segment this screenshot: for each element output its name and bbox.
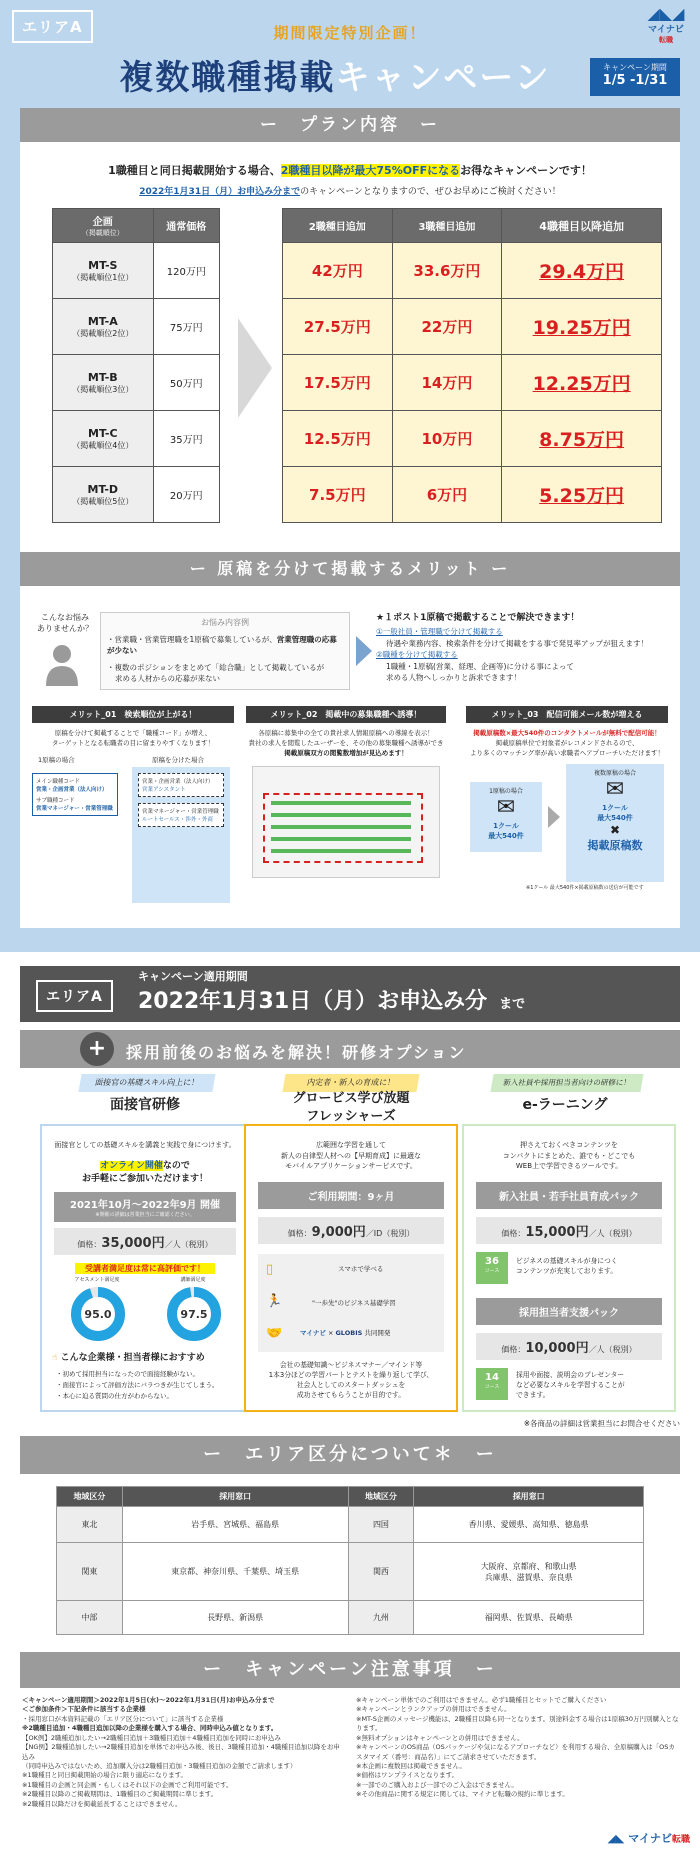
opt2-name: グロービス学び放題 フレッシャーズ xyxy=(292,1091,410,1124)
table-row: 関東 東京都、神奈川県、千葉県、埼玉県 関西 大阪府、京都府、和歌山県 兵庫県、滋賀県、奈良県 xyxy=(57,1543,644,1601)
area-banner: ー エリア区分について＊ ー xyxy=(20,1436,680,1474)
mail-icon: ✉ xyxy=(496,795,516,821)
table-row: 東北 岩手県、宮城県、福島県 四国 香川県、愛媛県、高知県、徳島県 xyxy=(57,1507,644,1543)
worry-box: お悩み内容例 ・営業職・営業管理職を1原稿で募集しているが、営業管理職の応募が少ない ・複数のポジションをまとめて「総合職」として掲載しているが 求める人材からの応募が来ない xyxy=(100,612,350,690)
multiply-icon: ✖ xyxy=(609,823,621,838)
smartphone-icon: ▯ xyxy=(266,1261,274,1277)
price-3rd-cell: 14万円 xyxy=(392,355,502,411)
opt2-tag: 内定者・新人の育成に！ xyxy=(282,1074,419,1092)
runner-icon: 🏃 xyxy=(266,1293,283,1309)
header-normal-price: 通常価格 xyxy=(153,209,219,243)
notes-right: ※キャンペーン単体でのご利用はできません。必ず1職種目とセットでご購入ください ※キャンペーンとランクアップの併用はできません。 ※MT-S企画のメッセージ機能は、2職種目以降も同一となります。別途料金する場合は1原稿30万円別購入となります。 ※無料オプションはキャンペーンとの併用はできません。 ※キャンペーンのOS商品（OSパッケージや気になるアプローチなど）を利用する場合、全原稿購入は「OSカスタマイズ（番号：商品名）」にてご請求させていただきます。 ※本企画に複数回は掲載できません。 ※価格はワンプライスとなります。 ※一部でのご購入および一部でのご入金はできません。 ※その他商品に関する規定に関しては、マイナビ転職の規約に準じます。 xyxy=(356,1696,679,1799)
header-3rd: 3職種目追加 xyxy=(392,209,502,243)
merit-1: メリット_01 検索順位が上がる！ 原稿を分けて掲載することで「職種コード」が増え、 ターゲットとなる転職者の目に留まりやすくなります！ 1原稿の場合 原稿を分けた場合 メイン職種コード 営業・企画営業（法人向け） サブ職種コード 営業マネージャー・営業管理職 営業・企画営業（法人向け） 営業アシスタント 営業マネージャー・営業管理職 ルートセールス・渉外・外商 xyxy=(32,706,234,903)
training-period-label: キャンペーン適用期間 xyxy=(138,970,248,983)
area-badge: エリアA xyxy=(12,10,93,43)
normal-price-cell: 20万円 xyxy=(153,467,219,523)
sub-title: 期間限定特別企画！ xyxy=(273,24,427,42)
opt1-name: 面接官研修 xyxy=(110,1097,180,1113)
training-area-badge: エリアA xyxy=(36,980,113,1012)
price-2nd-cell: 12.5万円 xyxy=(283,411,393,467)
header-2nd: 2職種目追加 xyxy=(283,209,393,243)
plan-name-cell: MT-D （掲載順位5位） xyxy=(53,467,154,523)
header-4th: 4職種目以降追加 xyxy=(502,209,662,243)
opt2-price: 価格：9,000円／ID（税別） xyxy=(258,1217,444,1244)
plan-name-cell: MT-S （掲載順位1位） xyxy=(53,243,154,299)
person-icon xyxy=(44,642,80,686)
notes-banner: ー キャンペーン注意事項 ー xyxy=(20,1652,680,1688)
price-3rd-cell: 22万円 xyxy=(392,299,502,355)
solution-block: ★１ポスト1原稿で掲載することで解決できます！ ①一般社員・管理職で分けて掲載する 待遇や業務内容、検索条件を分けて掲載をする事で発見率アップが狙えます！ ②職種を分けて掲載する 1職種・1原稿(営業、経理、企画等)に分ける事によって 求める人物へしっかりと訴求できます！ xyxy=(376,613,648,683)
notes-left: ＜キャンペーン適用期間＞2022年1月5日(水)～2022年1月31日(月)お申込み分まで ＜ご参加条件＞下記条件に該当する企業様 ・採用窓口が本資料記載の「エリア区分について」に該当する企業様 ※2職種目追加・4職種目追加以降の企業様を購入する場合、同時申込み値となります。 【OK例】2職種追加したい→2職種目追加＋3職種目追加＋4職種目追加を同時にお申込み 【NG例】2職種追加したい→2職種目追加を単体でお申込み後、後日、3職種目追加・4職種目追加以降をお申込み （同時申込みではないため、追加購入分は2職種目追加・3職種目追加の金額でご請求します） ※1職種目と同日掲載開始の場合に限り適応になります。 ※1職種目の企画と同企画・もしくはそれ以下の企画でご利用可能です。 ※2職種目以降のご掲載期間は、1職種目のご掲載期間に準じます。 ※2職種目以降だけを掲載延長することはできません。 xyxy=(22,1696,340,1808)
opt3-pack1-count: 36 コース xyxy=(476,1252,508,1284)
handshake-icon: 🤝 xyxy=(266,1325,283,1341)
opt1-tag: 面接官の基礎スキル向上に！ xyxy=(78,1074,215,1092)
price-3rd-cell: 10万円 xyxy=(392,411,502,467)
normal-price-cell: 50万円 xyxy=(153,355,219,411)
merit-banner: ー 原稿を分けて掲載するメリット ー xyxy=(20,552,680,586)
plan-name-cell: MT-A （掲載順位2位） xyxy=(53,299,154,355)
opt3-name: e-ラーニング xyxy=(522,1097,608,1113)
svg-text:97.5: 97.5 xyxy=(180,1308,208,1321)
opt2-box: 広範囲な学習を通して 新人の自律型人材への【早期育成】に最適な モバイルアプリケーションサービスです。 ご利用期間：9ヶ月 価格：9,000円／ID（税別） ▯ スマホで学べる 🏃 "一歩先"のビジネス基礎学習 🤝 マイナビ × GLOBIS 共同開発 会社の基礎知識～ビジネスマナー／マインド等 1本3分ほどの学習パートとテストを繰り返して学び、 社会人としてのスタートダッシュを 成功させてもらうことが目的です。 xyxy=(244,1124,458,1412)
area-table: 地域区分 採用窓口 地域区分 採用窓口 東北 岩手県、宮城県、福島県 四国 香川県、愛媛県、高知県、徳島県 関東 東京都、神奈川県、千葉県、埼玉県 関西 大阪府、京都府、和歌山県 兵庫県、滋賀県、奈良県 中部 長野県、新潟県 九州 福岡県、佐賀県、長崎県 xyxy=(56,1486,644,1635)
worry-question: こんなお悩み ありませんか？ xyxy=(37,613,93,633)
header-logo: ◢◣◢ マイナビ 転職 xyxy=(640,6,692,45)
price-4th-cell: 8.75万円 xyxy=(502,411,662,467)
campaign-period-box: キャンペーン期間 1/5 -1/31 xyxy=(590,58,680,96)
multi-mail-box: 複数原稿の場合 ✉ 1クール 最大540件 ✖ 掲載原稿数 xyxy=(566,764,664,882)
price-4th-cell: 5.25万円 xyxy=(502,467,662,523)
price-4th-cell: 12.25万円 xyxy=(502,355,662,411)
merit-3: メリット_03 配信可能メール数が増える 掲載原稿数×最大540件のコンタクトメールが無料で配信可能！ 掲載原稿単位で対象者がレコメンドされるので、 より多くのマッチング率が高い求職者へアプローチいただけます！ 1原稿の場合 ✉ 1クール 最大540件 複数原稿の場合 ✉ 1クール 最大540件 ✖ 掲載原稿数 ※1クール 最大540件×掲載原稿数の送信が可能です xyxy=(466,706,668,892)
training-footnote: ※各商品の詳細は営業担当にお問合せください xyxy=(523,1419,680,1428)
job-list-screenshot xyxy=(252,766,440,878)
campaign-price-table xyxy=(282,208,662,523)
plan-lead: 1職種目と同日掲載開始する場合、2職種目以降が最大75%OFFになるお得なキャンペーンです！ xyxy=(108,164,592,177)
svg-text:95.0: 95.0 xyxy=(84,1308,112,1321)
satisfaction-gauge-2 xyxy=(166,1286,222,1342)
price-3rd-cell: 33.6万円 xyxy=(392,243,502,299)
opt2-period: ご利用期間：9ヶ月 xyxy=(258,1182,444,1209)
single-posting-codes: メイン職種コード 営業・企画営業（法人向け） サブ職種コード 営業マネージャー・営業管理職 xyxy=(32,773,118,816)
opt1-box: 面接官としての基礎スキルを講義と実践で身につけます。 オンライン開催なので お手軽にご参加いただけます！ 2021年10月～2022年9月 開催 ※開催の詳細は営業担当にご確認ください。 価格：35,000円／人（税別） 受講者満足度は常に高評価です！ アセスメント満足度 講師満足度 95.0 97.5 ☝ こんな企業様・担当者様におすすめ ・初めて採用担当になったので面接経験がない。 ・面接官によって評価方法にバラつきが生じてしまう。 ・本心に迫る質問の仕方がわからない。 xyxy=(40,1124,250,1412)
normal-price-cell: 120万円 xyxy=(153,243,219,299)
opt3-tag: 新入社員や採用担当者向けの研修に！ xyxy=(490,1074,643,1092)
price-4th-cell: 29.4万円 xyxy=(502,243,662,299)
opt3-pack1-title: 新入社員・若手社員育成パック xyxy=(476,1182,662,1209)
opt3-box: 押さえておくべきコンテンツを コンパクトにまとめた、誰でも・どこでも WEB上で学習できるツールです。 新入社員・若手社員育成パック 価格：15,000円／人（税別） 36 コース ビジネスの基礎スキルが身につく コンテンツが充実しております。 採用担当者支援パック 価格：10,000円／人（税別） 14 コース 採用や面接、説明会のプレゼンター など必要なスキルを学習することが できます。 xyxy=(462,1124,676,1412)
main-title: 複数職種掲載キャンペーン xyxy=(119,58,551,98)
plan-banner: ー プラン内容 ー xyxy=(20,108,680,142)
opt3-pack2-title: 採用担当者支援パック xyxy=(476,1298,662,1325)
normal-price-table xyxy=(52,208,220,523)
merit-2: メリット_02 掲載中の募集職種へ誘導！ 各原稿に募集中の全ての貴社求人情報原稿への導線を表示！ 貴社の求人を閲覧したユーザーを、その他の募集職種へ誘導ができ 掲載原稿双方の閲覧数増加が見込めます！ xyxy=(246,706,446,878)
plan-arrow-icon xyxy=(238,318,272,418)
opt1-period: 2021年10月～2022年9月 開催 ※開催の詳細は営業担当にご確認ください。 xyxy=(54,1192,236,1222)
worry-arrow-icon xyxy=(356,636,372,666)
price-3rd-cell: 6万円 xyxy=(392,467,502,523)
price-2nd-cell: 42万円 xyxy=(283,243,393,299)
opt2-features: ▯ スマホで学べる 🏃 "一歩先"のビジネス基礎学習 🤝 マイナビ × GLOBIS 共同開発 xyxy=(258,1254,444,1352)
opt3-pack2-count: 14 コース xyxy=(476,1368,508,1400)
opt3-pack1-price: 価格：15,000円／人（税別） xyxy=(476,1217,662,1244)
opt3-pack2-price: 価格：10,000円／人（税別） xyxy=(476,1333,662,1360)
plan-deadline: 2022年1月31日（月）お申込み分までのキャンペーンとなりますので、ぜひお早めにご検討ください！ xyxy=(139,187,561,197)
pointing-hand-icon: ☝ xyxy=(52,1353,58,1363)
single-mail-box: 1原稿の場合 ✉ 1クール 最大540件 xyxy=(470,782,542,852)
split-posting-codes: 営業・企画営業（法人向け） 営業アシスタント 営業マネージャー・営業管理職 ルートセールス・渉外・外商 xyxy=(132,767,230,903)
logo-mark-icon: ◢◣ xyxy=(607,1832,625,1845)
price-2nd-cell: 27.5万円 xyxy=(283,299,393,355)
price-2nd-cell: 17.5万円 xyxy=(283,355,393,411)
mail-icon: ✉ xyxy=(605,777,625,803)
training-period-main: 2022年1月31日（月）お申込み分 まで xyxy=(138,989,526,1014)
normal-price-cell: 75万円 xyxy=(153,299,219,355)
footer-logo: ◢◣ マイナビ転職 xyxy=(607,1832,690,1845)
mail-arrow-icon xyxy=(548,806,560,828)
logo-mark-icon: ◢◣◢ xyxy=(647,4,685,23)
training-banner-text: 採用前後のお悩みを解決！研修オプション xyxy=(126,1043,467,1062)
opt1-price: 価格：35,000円／人（税別） xyxy=(54,1228,236,1255)
plan-name-cell: MT-C （掲載順位4位） xyxy=(53,411,154,467)
price-4th-cell: 19.25万円 xyxy=(502,299,662,355)
plan-name-cell: MT-B （掲載順位3位） xyxy=(53,355,154,411)
table-row: 中部 長野県、新潟県 九州 福岡県、佐賀県、長崎県 xyxy=(57,1601,644,1635)
price-2nd-cell: 7.5万円 xyxy=(283,467,393,523)
satisfaction-gauge-1 xyxy=(70,1286,126,1342)
header-plan: 企画 （掲載順位） xyxy=(53,209,154,243)
plus-icon: + xyxy=(80,1032,114,1066)
normal-price-cell: 35万円 xyxy=(153,411,219,467)
